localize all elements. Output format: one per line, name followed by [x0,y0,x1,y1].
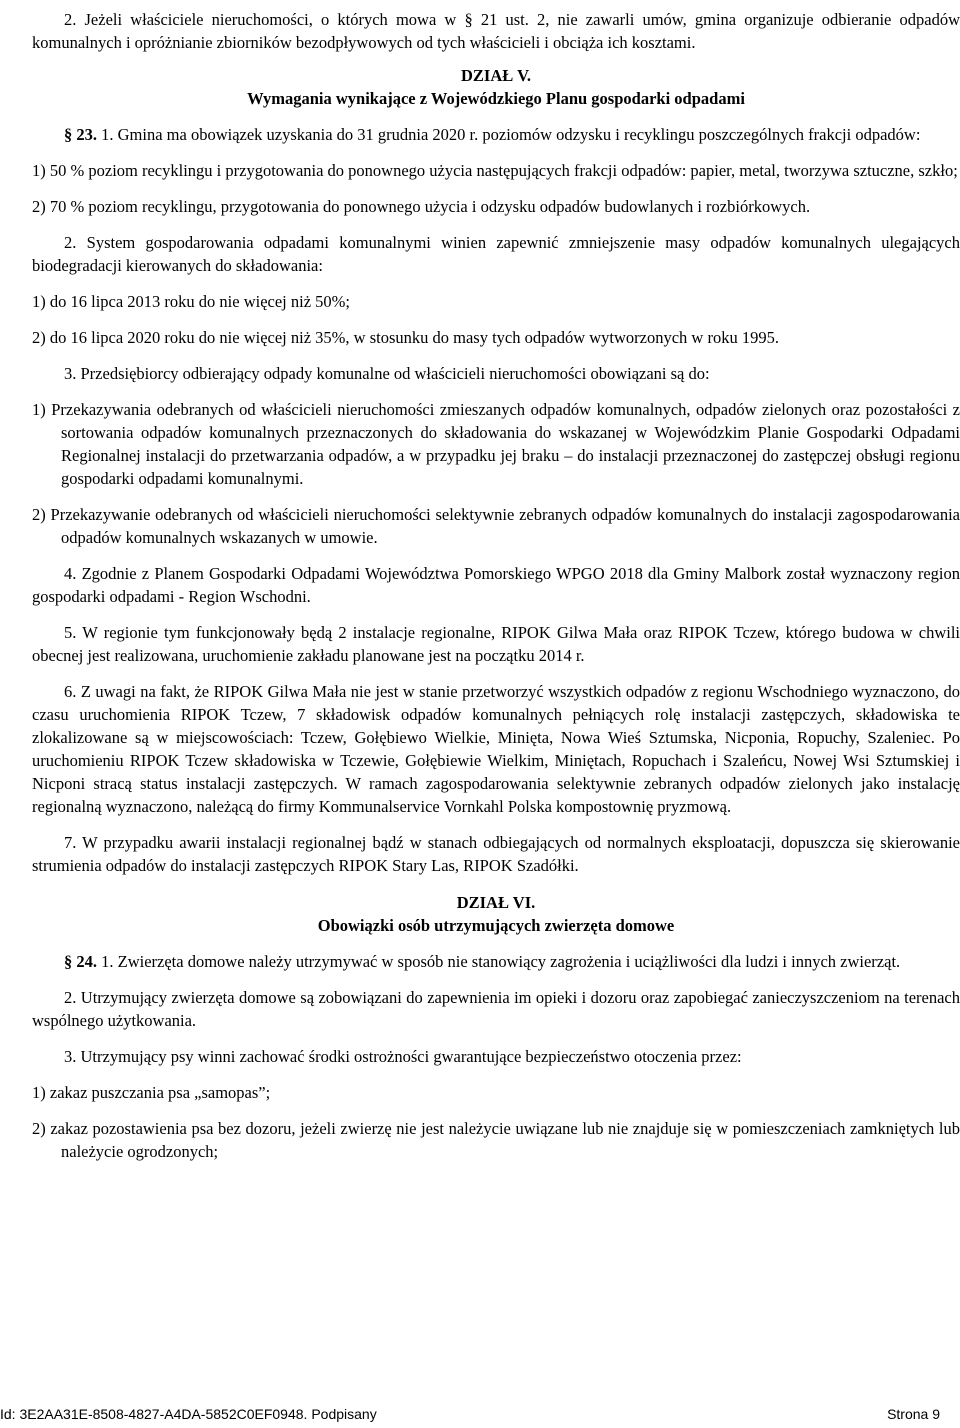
paragraph-23-1 [32,123,960,146]
section-5-title: Wymagania wynikające z Wojewódzkiego Planu gospodarki odpadami [247,89,745,108]
list-item: 2) do 16 lipca 2020 roku do nie więcej niż 35%, w stosunku do masy tych odpadów wytworzonych w roku 1995. [32,328,779,347]
paragraph-24-1-text: 1. Zwierzęta domowe należy utrzymywać w sposób nie stanowiący zagrożenia i uciążliwości dla ludzi i innych zwierząt. [101,952,901,971]
list-item: 1) zakaz puszczania psa „samopas”; [32,1083,271,1102]
list-item: 1) do 16 lipca 2013 roku do nie więcej niż 50%; [32,292,351,311]
list-item: 2) Przekazywanie odebranych od właścicieli nieruchomości selektywnie zebranych odpadów komunalnych do instalacji zagospodarowania odpadów komunalnych wskazanych w umowie. [32,505,960,547]
page-number: Strona 9 [887,1406,940,1422]
paragraph-23-2: 2. System gospodarowania odpadami komunalnymi winien zapewnić zmniejszenie masy odpadów komunalnych ulegających biodegradacji kierowanych do składowania: [32,233,960,275]
paragraph-23-5: 5. W regionie tym funkcjonowały będą 2 instalacje regionalne, RIPOK Gilwa Mała oraz RIPOK Tczew, którego budowa w chwili obecnej jest realizowana, uruchomienie zakładu planowane jest na początku 2014 r. [32,623,960,665]
paragraph-24-number: § 24. [64,952,97,971]
intro-paragraph-2: 2. Jeżeli właściciele nieruchomości, o których mowa w § 21 ust. 2, nie zawarli umów, gmina organizuje odbieranie odpadów komunalnych i opróżnianie zbiorników bezodpływowych od tych właścicieli i obciąża ich kosztami. [32,10,960,52]
document-page [32,8,960,1163]
paragraph-23-6: 6. Z uwagi na fakt, że RIPOK Gilwa Mała nie jest w stanie przetworzyć wszystkich odpadów z regionu Wschodniego wyznaczono, do czasu uruchomienia RIPOK Tczew, 7 składowisk odpadów komunalnych pełniących rolę instalacji zastępczych, składowiska te zlokalizowane są w miejscowościach: Tczew, Gołębiewo Wielkie, Miniętа, Nowa Wieś Sztumska, Nicponia, Ropuchy, Szaleniec. Po uruchomieniu RIPOK Tczew składowiska w Tczewie, Gołębiewie Wielkim, Miniętach, Ropuchach i Szaleńcu, Nowej Wsi Sztumskiej i Nicponi stracą status instalacji zastępczych. W ramach zagospodarowania selektywnie zebranych odpadów zielonych jako instalację regionalną wyznaczono, należącą do firmy Kommunalservice Vornkahl Polska kompostownię pryzmową. [32,682,960,816]
paragraph-23-1-text: 1. Gmina ma obowiązek uzyskania do 31 grudnia 2020 r. poziomów odzysku i recyklingu poszczególnych frakcji odpadów: [101,125,921,144]
paragraph-24-3: 3. Utrzymujący psy winni zachować środki ostrożności gwarantujące bezpieczeństwo otoczenia przez: [64,1047,742,1066]
list-item: 1) Przekazywania odebranych od właścicieli nieruchomości zmieszanych odpadów komunalnych, odpadów zielonych oraz pozostałości z sortowania odpadów komunalnych przeznaczonych do składowania do wskazanej w Wojewódzkim Planie Gospodarki Odpadami Regionalnej instalacji do przetwarzania odpadów, a w przypadku jej braku – do instalacji przeznaczonej do zastępczej obsługi regionu gospodarki odpadami komunalnymi. [32,400,960,488]
paragraph-23-number: § 23. [64,125,97,144]
paragraph-23-4: 4. Zgodnie z Planem Gospodarki Odpadami Województwa Pomorskiego WPGO 2018 dla Gminy Malbork został wyznaczony region gospodarki odpadami - Region Wschodni. [32,564,960,606]
list-item: 2) 70 % poziom recyklingu, przygotowania do ponownego użycia i odzysku odpadów budowlanych i rozbiórkowych. [32,197,811,216]
list-item: 2) zakaz pozostawienia psa bez dozoru, jeżeli zwierzę nie jest należycie uwiązane lub nie znajduje się w pomieszczeniach zamkniętych lub należycie ogrodzonych; [32,1119,960,1161]
paragraph-24-2: 2. Utrzymujący zwierzęta domowe są zobowiązani do zapewnienia im opieki i dozoru oraz zapobiegać zanieczyszczeniom na terenach wspólnego użytkowania. [32,988,960,1030]
paragraph-24-1 [32,950,960,973]
document-id: Id: 3E2AA31E-8508-4827-A4DA-5852C0EF0948. Podpisany [0,1406,377,1422]
section-5-heading: DZIAŁ V. [460,66,531,85]
list-item: 1) 50 % poziom recyklingu i przygotowania do ponownego użycia następujących frakcji odpadów: papier, metal, tworzywa sztuczne, szkło; [32,161,958,180]
section-6-heading: DZIAŁ VI. [456,893,536,912]
paragraph-23-7: 7. W przypadku awarii instalacji regionalnej bądź w stanach odbiegających od normalnych eksploatacji, dopuszcza się skierowanie strumienia odpadów do instalacji zastępczych RIPOK Stary Las, RIPOK Szadółki. [32,833,960,875]
paragraph-23-3: 3. Przedsiębiorcy odbierający odpady komunalne od właścicieli nieruchomości obowiązani są do: [64,364,710,383]
section-6-title: Obowiązki osób utrzymujących zwierzęta domowe [317,916,675,935]
page-footer [0,1402,960,1426]
